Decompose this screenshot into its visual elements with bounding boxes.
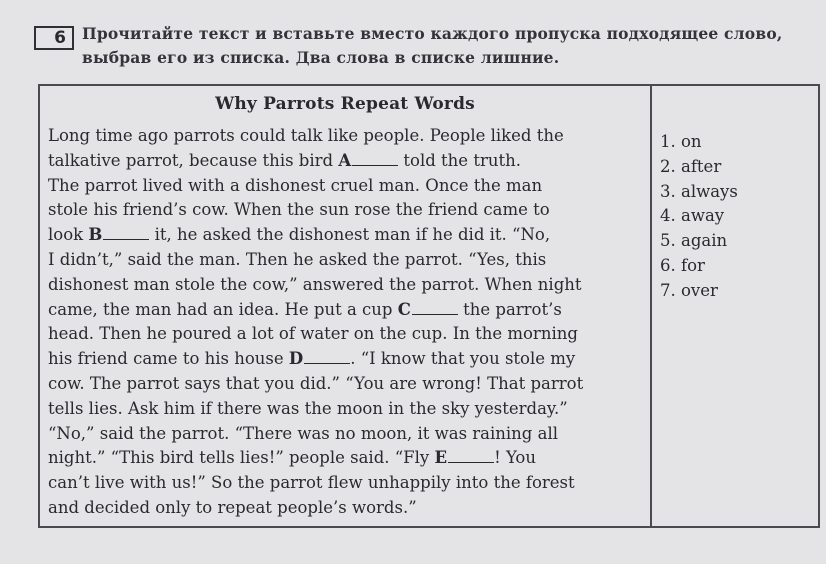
text-segment: can’t live with us!” So the parrot flew unhappily into the forest [48, 473, 575, 493]
text-segment: came, the man had an idea. He put a cup [48, 299, 398, 319]
text-title: Why Parrots Repeat Words [215, 94, 475, 114]
gap-blank [448, 448, 494, 463]
text-line [48, 248, 642, 273]
text-segment: talkative parrot, because this bird [48, 150, 339, 170]
gap-letter: E [434, 448, 448, 468]
instruction-line: выбрав его из списка. Два слова в списке лишние. [82, 48, 560, 67]
text-segment: Long time ago parrots could talk like people. People liked the [48, 126, 564, 145]
gap-b [88, 223, 149, 248]
text-segment: told the truth. [398, 150, 521, 170]
word-options-list [652, 86, 818, 526]
word-option: 6. for [660, 255, 705, 275]
text-segment: ! You [494, 448, 536, 468]
gap-e [434, 446, 494, 471]
text-segment: it, he asked the dishonest man if he did it. “No, [149, 225, 551, 245]
word-option: 3. always [660, 181, 738, 201]
text-line [48, 149, 642, 174]
task-table [38, 84, 820, 528]
instruction-line: Прочитайте текст и вставьте вместо каждого пропуска подходящее слово, [82, 24, 783, 43]
text-line [48, 471, 642, 496]
text-segment: . “I know that you stole my [350, 349, 576, 369]
gap-blank [304, 349, 350, 364]
text-body [48, 124, 642, 521]
gap-c [398, 298, 458, 323]
text-segment: look [48, 225, 89, 245]
text-line [48, 397, 642, 422]
gap-letter: C [397, 299, 411, 319]
text-column [40, 86, 652, 526]
word-option: 2. after [660, 156, 722, 176]
text-line [48, 198, 642, 223]
text-segment: I didn’t,” said the man. Then he asked the parrot. “Yes, this [48, 249, 547, 269]
text-line [48, 372, 642, 397]
gap-letter: B [88, 225, 103, 245]
text-line [48, 223, 642, 248]
task-number: 6 [34, 26, 74, 50]
word-option: 7. over [660, 280, 718, 300]
text-segment: “No,” said the parrot. “There was no moon, it was raining all [48, 423, 559, 443]
text-segment: The parrot lived with a dishonest cruel man. Once the man [48, 175, 543, 195]
text-line [48, 347, 642, 372]
text-line [48, 322, 642, 347]
text-line [48, 124, 642, 149]
text-segment: night.” “This bird tells lies!” people said. “Fly [48, 448, 435, 468]
text-segment: and decided only to repeat people’s words.” [48, 497, 417, 517]
gap-blank [412, 300, 458, 315]
text-line [48, 446, 642, 471]
task-instruction [82, 22, 782, 70]
text-segment: stole his friend’s cow. When the sun rose the friend came to [48, 200, 550, 220]
text-segment: his friend came to his house [48, 349, 289, 369]
gap-blank [103, 225, 149, 240]
gap-a [338, 149, 398, 174]
text-line [48, 496, 642, 521]
text-segment: the parrot’s [457, 299, 562, 319]
text-line [48, 422, 642, 447]
text-line [48, 298, 642, 323]
task-header [34, 22, 814, 70]
word-option: 1. on [660, 132, 702, 151]
gap-blank [352, 151, 398, 166]
text-segment: head. Then he poured a lot of water on the cup. In the morning [48, 324, 578, 344]
word-option: 5. again [660, 231, 728, 251]
text-segment: dishonest man stole the cow,” answered the parrot. When night [48, 274, 582, 294]
gap-d [289, 347, 350, 372]
text-segment: cow. The parrot says that you did.” “You are wrong! That parrot [48, 373, 584, 393]
text-line [48, 273, 642, 298]
text-segment: tells lies. Ask him if there was the moon in the sky yesterday.” [48, 398, 568, 418]
gap-letter: D [288, 349, 304, 369]
word-option: 4. away [660, 206, 725, 226]
gap-letter: A [338, 150, 352, 170]
text-line [48, 174, 642, 199]
